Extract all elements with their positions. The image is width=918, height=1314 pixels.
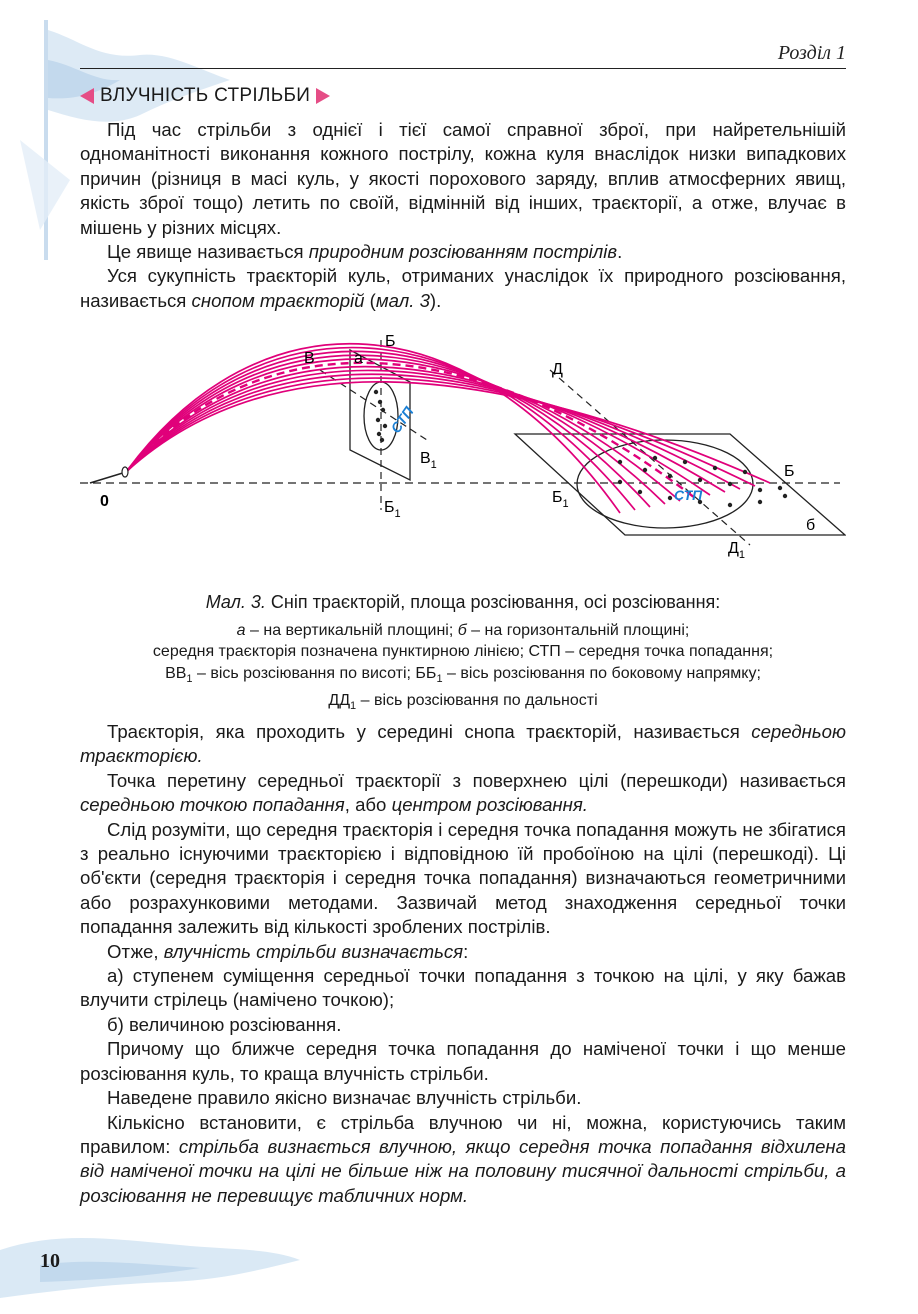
paragraph: Точка перетину середньої траєкторії з поверхнею цілі (перешкоди) називається середньою точкою попадання, або центром розсіювання. [80, 769, 846, 816]
label-v1: $В_1$ [420, 450, 437, 471]
hit-point [698, 478, 702, 482]
header-rule [80, 68, 846, 69]
intro-text [80, 118, 846, 313]
legend-line: а – на вертикальній площині; б – на горизонтальній площині; [236, 622, 690, 639]
hit-point [380, 438, 384, 442]
hit-point [758, 488, 762, 492]
hit-point [378, 400, 382, 404]
hit-point [728, 503, 732, 507]
hit-point [778, 486, 782, 490]
paragraph: Траєкторія, яка проходить у середині снопа траєкторій, називається середньою траєкторією. [80, 721, 846, 767]
hit-point [374, 390, 378, 394]
hit-point [381, 408, 385, 412]
paragraph: Причому що ближче середня точка попадання до наміченої точки і що менше розсіювання куль, то краща влучність стрільби. [80, 1038, 846, 1084]
paragraph: а) ступенем суміщення середньої точки попадання з точкою на цілі, у яку бажав влучити стрілець (намічено точкою); [80, 965, 846, 1011]
hit-point [668, 474, 672, 478]
paragraph: Слід розуміти, що середня траєкторія і середня точка попадання можуть не збігатися з реально існуючими траєкторією і відповідною їй пробоїною на цілі (перешкоді). Ці об'єкти (середня траєкторія і середня точка попадання) визначаються геометричними або розрахунковими методами. Зазвичай метод знаходження середньої точки попадання залежить від кількості зроблених пострілів. [80, 818, 846, 938]
label-b1-mid: $Б_1$ [552, 489, 569, 510]
label-zero: 0 [100, 493, 109, 510]
label-stp-horizontal: СТП [674, 487, 703, 503]
paragraph: б) величиною розсіювання. [107, 1013, 342, 1035]
hit-point [376, 418, 380, 422]
hit-point [377, 432, 381, 436]
hit-point [743, 470, 747, 474]
legend-line: середня траєкторія позначена пунктирною лінією; СТП – середня точка попадання; [152, 643, 774, 661]
figure-caption: Мал. 3. Сніп траєкторій, площа розсіювання, осі розсіювання: [205, 592, 721, 612]
hit-point [618, 480, 622, 484]
hit-point [668, 496, 672, 500]
label-v: В [304, 350, 315, 367]
paragraph: Під час стрільби з однієї і тієї самої справної зброї, при найретельнішій одноманітності виконання кожного пострілу, кожна куля внаслідок низки випадкових причин (різниця в масі куль, у якості порохового заряду, вплив атмосферних явищ, якість зброї тощо) летить по своїй, відмінній від інших, траєкторії, а отже, влучає в мішень у різних місцях. [80, 119, 846, 238]
label-b-top: Б [385, 333, 396, 350]
hit-points [374, 390, 787, 507]
triangle-left-icon [80, 88, 94, 104]
label-b1-low: $Б_1$ [384, 499, 401, 520]
hit-point [618, 460, 622, 464]
axis-vv1 [320, 370, 430, 442]
hit-point [383, 424, 387, 428]
label-d: Д [552, 361, 563, 378]
paragraph: Це явище називається природним розсіюванням пострілів. [107, 241, 623, 263]
section-label: Розділ 1 [777, 42, 846, 64]
hit-point [683, 460, 687, 464]
hit-point [638, 490, 642, 494]
paragraph: Наведене правило якісно визначає влучність стрільби. [107, 1087, 582, 1109]
body-text [80, 720, 846, 1208]
triangle-right-icon [316, 88, 330, 104]
trajectory-line [126, 344, 620, 513]
label-stp-vertical: СТП [387, 403, 417, 436]
dispersion-ellipse-horizontal [577, 440, 753, 528]
legend-line: $ДД_1$ – вісь розсіювання по дальності [328, 692, 598, 713]
paragraph: Уся сукупність траєкторій куль, отриманих унаслідок їх природного розсіювання, називається снопом траєкторій (мал. 3). [80, 265, 846, 311]
trajectory-diagram [80, 330, 846, 570]
figure-legend [80, 620, 846, 718]
section-title [80, 84, 330, 108]
muzzle-point [122, 467, 128, 477]
label-b-small: б [806, 517, 816, 534]
hit-point [713, 466, 717, 470]
legend-line: $ВВ_1$ – вісь розсіювання по висоті; $ББ_1$ – вісь розсіювання по боковому напрямку; [165, 664, 761, 685]
hit-point [643, 468, 647, 472]
hit-point [728, 482, 732, 486]
hit-point [783, 494, 787, 498]
label-b-right: Б [784, 463, 795, 480]
paragraph: Отже, влучність стрільби визначається: [107, 940, 469, 962]
paragraph: Кількісно встановити, є стрільба влучною чи ні, можна, користуючись таким правилом: стрільба визнається влучною, якщо середня точка попадання відхилена від наміченої точки на цілі не більше ніж на половину тисячної дальності стрільби, а розсіювання не перевищує табличних норм. [80, 1111, 847, 1206]
page-number: 10 [40, 1250, 60, 1272]
label-d1: $Д_1$ [728, 540, 745, 561]
hit-point [758, 500, 762, 504]
section-title-text: ВЛУЧНІСТЬ СТРІЛЬБИ [100, 85, 311, 106]
label-a: а [354, 350, 363, 367]
hit-point [653, 456, 657, 460]
